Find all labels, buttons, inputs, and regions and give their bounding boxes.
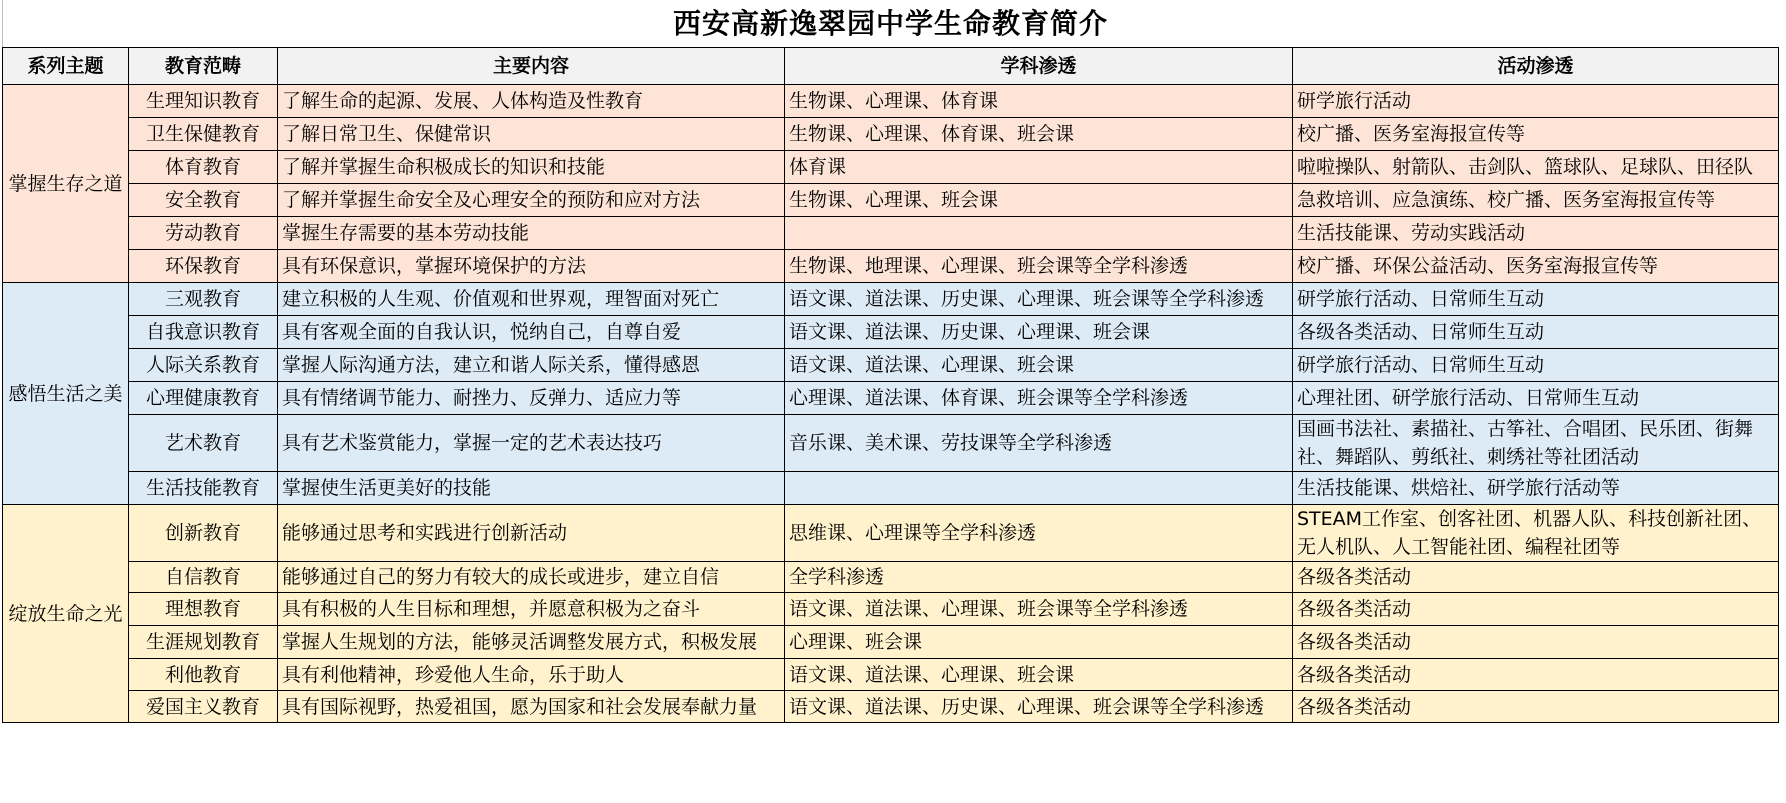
category-cell[interactable]: 生理知识教育 xyxy=(129,85,278,118)
activities-cell[interactable]: 各级各类活动 xyxy=(1293,691,1779,723)
table-row xyxy=(3,349,1779,382)
spreadsheet xyxy=(2,0,1778,723)
table-row xyxy=(3,85,1779,118)
table-row xyxy=(3,659,1779,691)
subjects-cell[interactable]: 心理课、道法课、体育课、班会课等全学科渗透 xyxy=(785,382,1293,415)
header-category[interactable]: 教育范畴 xyxy=(129,48,278,85)
category-cell[interactable]: 人际关系教育 xyxy=(129,349,278,382)
table-row xyxy=(3,691,1779,723)
activities-cell[interactable]: 研学旅行活动、日常师生互动 xyxy=(1293,283,1779,316)
category-cell[interactable]: 自我意识教育 xyxy=(129,316,278,349)
content-cell[interactable]: 具有环保意识，掌握环境保护的方法 xyxy=(278,250,785,283)
table-row xyxy=(3,472,1779,505)
activities-cell[interactable]: 心理社团、研学旅行活动、日常师生互动 xyxy=(1293,382,1779,415)
activities-cell[interactable]: 校广播、医务室海报宣传等 xyxy=(1293,118,1779,151)
category-cell[interactable]: 生涯规划教育 xyxy=(129,626,278,659)
activities-cell[interactable]: 各级各类活动 xyxy=(1293,593,1779,626)
content-cell[interactable]: 具有艺术鉴赏能力，掌握一定的艺术表达技巧 xyxy=(278,415,785,472)
category-cell[interactable]: 体育教育 xyxy=(129,151,278,184)
category-cell[interactable]: 环保教育 xyxy=(129,250,278,283)
subjects-cell[interactable]: 语文课、道法课、历史课、心理课、班会课等全学科渗透 xyxy=(785,691,1293,723)
activities-cell[interactable]: 校广播、环保公益活动、医务室海报宣传等 xyxy=(1293,250,1779,283)
activities-cell[interactable]: 各级各类活动、日常师生互动 xyxy=(1293,316,1779,349)
subjects-cell[interactable] xyxy=(785,472,1293,505)
content-cell[interactable]: 具有国际视野，热爱祖国，愿为国家和社会发展奉献力量 xyxy=(278,691,785,723)
content-cell[interactable]: 掌握生存需要的基本劳动技能 xyxy=(278,217,785,250)
table-row xyxy=(3,217,1779,250)
activities-cell[interactable]: 研学旅行活动 xyxy=(1293,85,1779,118)
content-cell[interactable]: 掌握使生活更美好的技能 xyxy=(278,472,785,505)
table-row xyxy=(3,593,1779,626)
content-cell[interactable]: 了解并掌握生命积极成长的知识和技能 xyxy=(278,151,785,184)
content-cell[interactable]: 建立积极的人生观、价值观和世界观，理智面对死亡 xyxy=(278,283,785,316)
activities-cell[interactable]: 各级各类活动 xyxy=(1293,562,1779,593)
series-theme-cell[interactable]: 感悟生活之美 xyxy=(3,283,129,505)
content-cell[interactable]: 具有情绪调节能力、耐挫力、反弹力、适应力等 xyxy=(278,382,785,415)
series-theme-cell[interactable]: 掌握生存之道 xyxy=(3,85,129,283)
content-cell[interactable]: 具有利他精神，珍爱他人生命，乐于助人 xyxy=(278,659,785,691)
activities-cell[interactable]: 急救培训、应急演练、校广播、医务室海报宣传等 xyxy=(1293,184,1779,217)
activities-cell[interactable]: 各级各类活动 xyxy=(1293,626,1779,659)
activities-cell[interactable]: 研学旅行活动、日常师生互动 xyxy=(1293,349,1779,382)
table-row xyxy=(3,382,1779,415)
subjects-cell[interactable]: 心理课、班会课 xyxy=(785,626,1293,659)
header-content[interactable]: 主要内容 xyxy=(278,48,785,85)
subjects-cell[interactable]: 语文课、道法课、心理课、班会课等全学科渗透 xyxy=(785,593,1293,626)
content-cell[interactable]: 具有积极的人生目标和理想，并愿意积极为之奋斗 xyxy=(278,593,785,626)
table-row xyxy=(3,151,1779,184)
category-cell[interactable]: 自信教育 xyxy=(129,562,278,593)
header-subjects[interactable]: 学科渗透 xyxy=(785,48,1293,85)
table-row xyxy=(3,505,1779,562)
subjects-cell[interactable]: 生物课、地理课、心理课、班会课等全学科渗透 xyxy=(785,250,1293,283)
subjects-cell[interactable]: 全学科渗透 xyxy=(785,562,1293,593)
category-cell[interactable]: 生活技能教育 xyxy=(129,472,278,505)
page-title: 西安高新逸翠园中学生命教育简介 xyxy=(2,0,1778,47)
content-cell[interactable]: 了解日常卫生、保健常识 xyxy=(278,118,785,151)
table-row xyxy=(3,415,1779,472)
subjects-cell[interactable]: 体育课 xyxy=(785,151,1293,184)
table-row xyxy=(3,562,1779,593)
activities-cell[interactable]: 各级各类活动 xyxy=(1293,659,1779,691)
subjects-cell[interactable]: 语文课、道法课、历史课、心理课、班会课 xyxy=(785,316,1293,349)
table-row xyxy=(3,316,1779,349)
category-cell[interactable]: 劳动教育 xyxy=(129,217,278,250)
series-theme-cell[interactable]: 绽放生命之光 xyxy=(3,505,129,723)
content-cell[interactable]: 了解并掌握生命安全及心理安全的预防和应对方法 xyxy=(278,184,785,217)
subjects-cell[interactable]: 语文课、道法课、心理课、班会课 xyxy=(785,659,1293,691)
content-cell[interactable]: 能够通过思考和实践进行创新活动 xyxy=(278,505,785,562)
content-cell[interactable]: 了解生命的起源、发展、人体构造及性教育 xyxy=(278,85,785,118)
category-cell[interactable]: 心理健康教育 xyxy=(129,382,278,415)
header-row xyxy=(3,48,1779,85)
subjects-cell[interactable]: 生物课、心理课、体育课 xyxy=(785,85,1293,118)
table-row xyxy=(3,118,1779,151)
header-activities[interactable]: 活动渗透 xyxy=(1293,48,1779,85)
content-cell[interactable]: 掌握人生规划的方法，能够灵活调整发展方式，积极发展 xyxy=(278,626,785,659)
activities-cell[interactable]: STEAM工作室、创客社团、机器人队、科技创新社团、无人机队、人工智能社团、编程社团等 xyxy=(1293,505,1779,562)
subjects-cell[interactable]: 语文课、道法课、历史课、心理课、班会课等全学科渗透 xyxy=(785,283,1293,316)
activities-cell[interactable]: 生活技能课、劳动实践活动 xyxy=(1293,217,1779,250)
category-cell[interactable]: 理想教育 xyxy=(129,593,278,626)
subjects-cell[interactable] xyxy=(785,217,1293,250)
table-row xyxy=(3,184,1779,217)
category-cell[interactable]: 利他教育 xyxy=(129,659,278,691)
content-cell[interactable]: 具有客观全面的自我认识，悦纳自己，自尊自爱 xyxy=(278,316,785,349)
category-cell[interactable]: 三观教育 xyxy=(129,283,278,316)
subjects-cell[interactable]: 语文课、道法课、心理课、班会课 xyxy=(785,349,1293,382)
activities-cell[interactable]: 生活技能课、烘焙社、研学旅行活动等 xyxy=(1293,472,1779,505)
category-cell[interactable]: 卫生保健教育 xyxy=(129,118,278,151)
subjects-cell[interactable]: 思维课、心理课等全学科渗透 xyxy=(785,505,1293,562)
header-theme[interactable]: 系列主题 xyxy=(3,48,129,85)
category-cell[interactable]: 创新教育 xyxy=(129,505,278,562)
content-cell[interactable]: 能够通过自己的努力有较大的成长或进步，建立自信 xyxy=(278,562,785,593)
category-cell[interactable]: 安全教育 xyxy=(129,184,278,217)
category-cell[interactable]: 爱国主义教育 xyxy=(129,691,278,723)
table-row xyxy=(3,626,1779,659)
life-education-table xyxy=(2,47,1779,723)
table-row xyxy=(3,250,1779,283)
subjects-cell[interactable]: 音乐课、美术课、劳技课等全学科渗透 xyxy=(785,415,1293,472)
activities-cell[interactable]: 啦啦操队、射箭队、击剑队、篮球队、足球队、田径队 xyxy=(1293,151,1779,184)
subjects-cell[interactable]: 生物课、心理课、班会课 xyxy=(785,184,1293,217)
content-cell[interactable]: 掌握人际沟通方法，建立和谐人际关系，懂得感恩 xyxy=(278,349,785,382)
category-cell[interactable]: 艺术教育 xyxy=(129,415,278,472)
table-row xyxy=(3,283,1779,316)
activities-cell[interactable]: 国画书法社、素描社、古筝社、合唱团、民乐团、街舞社、舞蹈队、剪纸社、刺绣社等社团活动 xyxy=(1293,415,1779,472)
subjects-cell[interactable]: 生物课、心理课、体育课、班会课 xyxy=(785,118,1293,151)
